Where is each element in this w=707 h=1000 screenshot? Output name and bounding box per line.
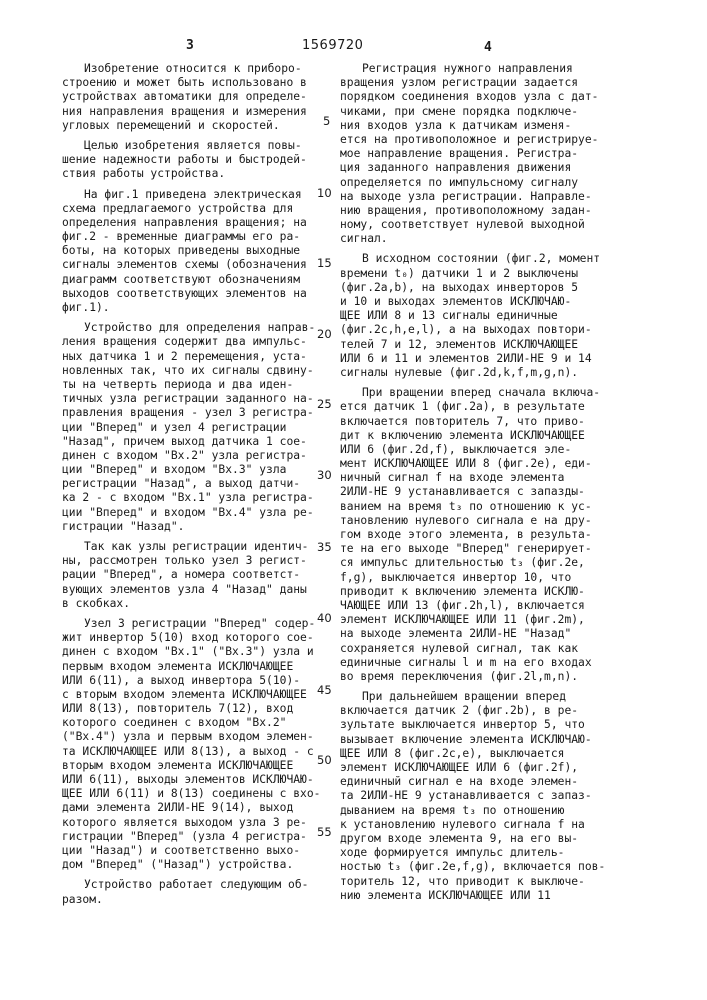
text-line: ИЛИ 8(13), повторитель 7(12), вход bbox=[62, 702, 324, 716]
text-line: ния входов узла к датчикам изменя- bbox=[340, 119, 612, 133]
text-line: зультате выключается инвертор 5, что bbox=[340, 718, 612, 732]
text-line: диаграмм соответствуют обозначениям bbox=[62, 273, 324, 287]
text-line: Устройство работает следующим об- bbox=[62, 878, 324, 892]
text-line: ны, рассмотрен только узел 3 регист- bbox=[62, 554, 324, 568]
text-line: ления вращения содержит два импульс- bbox=[62, 335, 324, 349]
text-line: На фиг.1 приведена электрическая bbox=[62, 188, 324, 202]
paragraph bbox=[62, 878, 324, 906]
paragraph bbox=[62, 617, 324, 872]
text-line: дом "Вперед" ("Назад") устройства. bbox=[62, 858, 324, 872]
text-line: динен с входом "Вх.2" узла регистра- bbox=[62, 449, 324, 463]
line-number: 20 bbox=[317, 327, 332, 341]
text-line: телей 7 и 12, элементов ИСКЛЮЧАЮЩЕЕ bbox=[340, 338, 612, 352]
text-line: сохраняется нулевой сигнал, так как bbox=[340, 642, 612, 656]
text-line: мент ИСКЛЮЧАЮЩЕЕ ИЛИ 8 (фиг.2е), еди- bbox=[340, 457, 612, 471]
text-line: которого является выходом узла 3 ре- bbox=[62, 816, 324, 830]
line-number: 35 bbox=[317, 540, 332, 554]
text-line: ЩЕЕ ИЛИ 8 и 13 сигналы единичные bbox=[340, 309, 612, 323]
text-line: торитель 12, что приводит к выключе- bbox=[340, 875, 612, 889]
text-line: ка 2 - с входом "Вх.1" узла регистра- bbox=[62, 491, 324, 505]
text-line: приводит к включению элемента ИСКЛЮ- bbox=[340, 585, 612, 599]
text-line: разом. bbox=[62, 893, 324, 907]
text-line: гистрации "Назад". bbox=[62, 520, 324, 534]
line-number: 30 bbox=[317, 468, 332, 482]
text-line: включается датчик 2 (фиг.2b), в ре- bbox=[340, 704, 612, 718]
text-line: дыванием на время t₃ по отношению bbox=[340, 804, 612, 818]
text-line: устройствах автоматики для определе- bbox=[62, 90, 324, 104]
text-line: (фиг.2а,b), на выходах инверторов 5 bbox=[340, 281, 612, 295]
paragraph bbox=[62, 62, 324, 133]
text-line: ("Вх.4") узла и первым входом элемен- bbox=[62, 730, 324, 744]
text-line: Регистрация нужного направления bbox=[340, 62, 612, 76]
text-line: ется на противоположное и регистрируе- bbox=[340, 133, 612, 147]
text-line: динен с входом "Вх.1" ("Вх.3") узла и bbox=[62, 645, 324, 659]
paragraph bbox=[340, 386, 612, 684]
text-line: в скобках. bbox=[62, 597, 324, 611]
text-line: "Назад", причем выход датчика 1 сое- bbox=[62, 435, 324, 449]
text-line: жит инвертор 5(10) вход которого сое- bbox=[62, 631, 324, 645]
text-line: 2ИЛИ-НЕ 9 устанавливается с запазды- bbox=[340, 485, 612, 499]
line-number: 5 bbox=[323, 114, 330, 128]
line-number: 25 bbox=[317, 397, 332, 411]
paragraph bbox=[62, 321, 324, 534]
text-line: Целью изобретения является повы- bbox=[62, 139, 324, 153]
paragraph bbox=[62, 540, 324, 611]
text-line: нию вращения, противоположному задан- bbox=[340, 204, 612, 218]
text-line: определяется по импульсному сигналу bbox=[340, 176, 612, 190]
text-line: включается повторитель 7, что приво- bbox=[340, 415, 612, 429]
text-line: элемент ИСКЛЮЧАЮЩЕЕ ИЛИ 11 (фиг.2m), bbox=[340, 613, 612, 627]
text-line: (фиг.2с,h,е,l), а на выходах повтори- bbox=[340, 323, 612, 337]
text-line: ции "Назад") и соответственно выхо- bbox=[62, 844, 324, 858]
text-line: первым входом элемента ИСКЛЮЧАЮЩЕЕ bbox=[62, 660, 324, 674]
text-line: тановлению нулевого сигнала е на дру- bbox=[340, 514, 612, 528]
text-line: ходе формируется импульс длитель- bbox=[340, 846, 612, 860]
line-number: 10 bbox=[317, 186, 332, 200]
text-line: При вращении вперед сначала включа- bbox=[340, 386, 612, 400]
right-text-column bbox=[340, 62, 612, 903]
text-line: ных датчика 1 и 2 перемещения, уста- bbox=[62, 350, 324, 364]
text-line: ЧАЮЩЕЕ ИЛИ 13 (фиг.2h,l), включается bbox=[340, 599, 612, 613]
text-line: ничный сигнал f на входе элемента bbox=[340, 471, 612, 485]
text-line: вызывает включение элемента ИСКЛЮЧАЮ- bbox=[340, 733, 612, 747]
text-line: единичный сигнал е на входе элемен- bbox=[340, 775, 612, 789]
text-line: вторым входом элемента ИСКЛЮЧАЮЩЕЕ bbox=[62, 759, 324, 773]
paragraph bbox=[340, 62, 612, 246]
text-line: ЩЕЕ ИЛИ 6(11) и 8(13) соединены с вхо- bbox=[62, 787, 324, 801]
text-line: ИЛИ 6 (фиг.2d,f), выключается эле- bbox=[340, 443, 612, 457]
text-line: сигналы нулевые (фиг.2d,k,f,m,g,n). bbox=[340, 366, 612, 380]
text-line: и 10 и выходах элементов ИСКЛЮЧАЮ- bbox=[340, 295, 612, 309]
line-number: 15 bbox=[317, 256, 332, 270]
line-number: 40 bbox=[317, 611, 332, 625]
line-number: 45 bbox=[317, 683, 332, 697]
text-line: Устройство для определения направ- bbox=[62, 321, 324, 335]
text-line: на выходе элемента 2ИЛИ-НЕ "Назад" bbox=[340, 627, 612, 641]
line-number: 50 bbox=[317, 753, 332, 767]
text-line: ся импульс длительностью t₃ (фиг.2е, bbox=[340, 556, 612, 570]
text-line: вращения узлом регистрации задается bbox=[340, 76, 612, 90]
text-line: та ИСКЛЮЧАЮЩЕЕ ИЛИ 8(13), а выход - с bbox=[62, 745, 324, 759]
text-line: ИЛИ 6(11), выходы элементов ИСКЛЮЧАЮ- bbox=[62, 773, 324, 787]
text-line: ванием на время t₃ по отношению к ус- bbox=[340, 500, 612, 514]
text-line: шение надежности работы и быстродей- bbox=[62, 153, 324, 167]
text-line: мое направление вращения. Регистра- bbox=[340, 147, 612, 161]
paragraph bbox=[340, 690, 612, 903]
text-line: та 2ИЛИ-НЕ 9 устанавливается с запаз- bbox=[340, 789, 612, 803]
text-line: с вторым входом элемента ИСКЛЮЧАЮЩЕЕ bbox=[62, 688, 324, 702]
text-line: угловых перемещений и скоростей. bbox=[62, 119, 324, 133]
line-number: 55 bbox=[317, 825, 332, 839]
text-line: элемент ИСКЛЮЧАЮЩЕЕ ИЛИ 6 (фиг.2f), bbox=[340, 761, 612, 775]
text-line: сигналы элементов схемы (обозначения bbox=[62, 258, 324, 272]
patent-number: 1569720 bbox=[302, 38, 363, 53]
page-header bbox=[0, 38, 707, 60]
text-line: регистрации "Назад", а выход датчи- bbox=[62, 477, 324, 491]
text-line: строению и может быть использовано в bbox=[62, 76, 324, 90]
text-line: нию элемента ИСКЛЮЧАЮЩЕЕ ИЛИ 11 bbox=[340, 889, 612, 903]
text-line: ция заданного направления движения bbox=[340, 161, 612, 175]
text-line: вующих элементов узла 4 "Назад" даны bbox=[62, 583, 324, 597]
text-line: рации "Вперед", а номера соответст- bbox=[62, 568, 324, 582]
paragraph bbox=[340, 252, 612, 380]
text-line: определения направления вращения; на bbox=[62, 216, 324, 230]
page-number-left: 3 bbox=[186, 38, 194, 53]
text-line: времени t₀) датчики 1 и 2 выключены bbox=[340, 267, 612, 281]
text-line: которого соединен с входом "Вх.2" bbox=[62, 716, 324, 730]
text-line: ется датчик 1 (фиг.2а), в результате bbox=[340, 400, 612, 414]
text-line: Так как узлы регистрации идентич- bbox=[62, 540, 324, 554]
text-line: выходов соответствующих элементов на bbox=[62, 287, 324, 301]
text-line: ты на четверть периода и два иден- bbox=[62, 378, 324, 392]
text-line: ния направления вращения и измерения bbox=[62, 105, 324, 119]
text-line: ции "Вперед" и узел 4 регистрации bbox=[62, 421, 324, 435]
text-line: схема предлагаемого устройства для bbox=[62, 202, 324, 216]
text-line: единичные сигналы l и m на его входах bbox=[340, 656, 612, 670]
text-line: порядком соединения входов узла с дат- bbox=[340, 90, 612, 104]
text-line: ствия работы устройства. bbox=[62, 167, 324, 181]
text-line: В исходном состоянии (фиг.2, момент bbox=[340, 252, 612, 266]
text-line: ному, соответствует нулевой выходной bbox=[340, 218, 612, 232]
text-line: дит к включению элемента ИСКЛЮЧАЮЩЕЕ bbox=[340, 429, 612, 443]
text-line: ИЛИ 6(11), а выход инвертора 5(10)- bbox=[62, 674, 324, 688]
text-line: во время переключения (фиг.2l,m,n). bbox=[340, 670, 612, 684]
text-line: чиками, при смене порядка подключе- bbox=[340, 105, 612, 119]
text-line: дами элемента 2ИЛИ-НЕ 9(14), выход bbox=[62, 801, 324, 815]
text-line: новленных так, что их сигналы сдвину- bbox=[62, 364, 324, 378]
text-line: на выходе узла регистрации. Направле- bbox=[340, 190, 612, 204]
left-text-column bbox=[62, 62, 324, 907]
text-line: гом входе этого элемента, в результа- bbox=[340, 528, 612, 542]
text-line: f,g), выключается инвертор 10, что bbox=[340, 571, 612, 585]
text-line: ностью t₃ (фиг.2е,f,g), включается пов- bbox=[340, 860, 612, 874]
text-line: ЩЕЕ ИЛИ 8 (фиг.2с,е), выключается bbox=[340, 747, 612, 761]
text-line: Узел 3 регистрации "Вперед" содер- bbox=[62, 617, 324, 631]
page-number-right: 4 bbox=[484, 40, 492, 55]
text-line: При дальнейшем вращении вперед bbox=[340, 690, 612, 704]
text-line: ции "Вперед" и входом "Вх.4" узла ре- bbox=[62, 506, 324, 520]
text-line: правления вращения - узел 3 регистра- bbox=[62, 406, 324, 420]
text-line: фиг.1). bbox=[62, 301, 324, 315]
text-line: к установлению нулевого сигнала f на bbox=[340, 818, 612, 832]
text-line: гистрации "Вперед" (узла 4 регистра- bbox=[62, 830, 324, 844]
paragraph bbox=[62, 139, 324, 182]
text-line: Изобретение относится к приборо- bbox=[62, 62, 324, 76]
text-line: тичных узла регистрации заданного на- bbox=[62, 392, 324, 406]
text-line: сигнал. bbox=[340, 232, 612, 246]
text-line: ции "Вперед" и входом "Вх.3" узла bbox=[62, 463, 324, 477]
text-line: фиг.2 - временные диаграммы его ра- bbox=[62, 230, 324, 244]
text-line: те на его выходе "Вперед" генерирует- bbox=[340, 542, 612, 556]
paragraph bbox=[62, 188, 324, 316]
text-line: ИЛИ 6 и 11 и элементов 2ИЛИ-НЕ 9 и 14 bbox=[340, 352, 612, 366]
text-line: боты, на которых приведены выходные bbox=[62, 244, 324, 258]
text-line: другом входе элемента 9, на его вы- bbox=[340, 832, 612, 846]
